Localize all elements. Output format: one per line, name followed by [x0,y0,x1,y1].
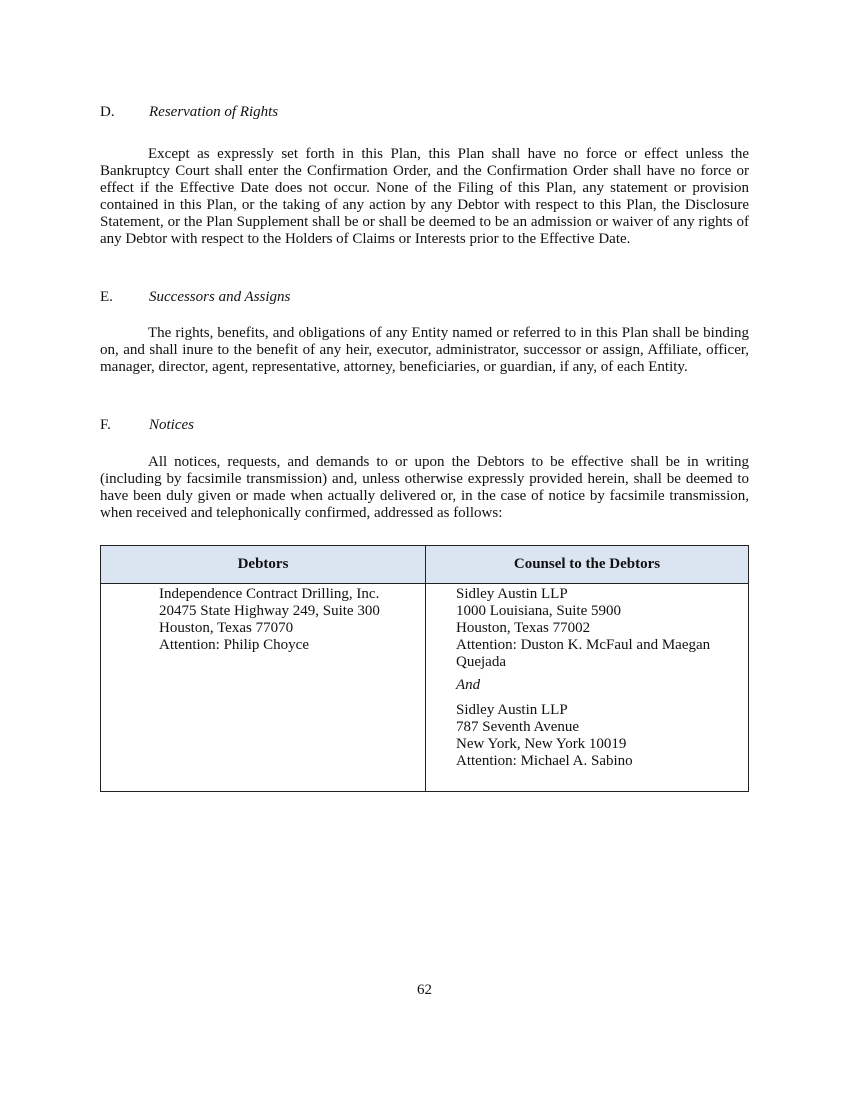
section-title: Successors and Assigns [149,289,291,305]
address-line: 1000 Louisiana, Suite 5900 [456,603,621,619]
section-title: Notices [149,417,194,433]
section-heading-d [100,104,749,121]
section-title: Reservation of Rights [149,104,279,120]
page-number: 62 [417,982,432,998]
address-line: Attention: Michael A. Sabino [456,753,633,769]
address-line: New York, New York 10019 [456,736,627,752]
address-line: Independence Contract Drilling, Inc. [159,586,380,602]
address-line: Attention: Duston K. McFaul and Maegan Quejada [456,637,711,670]
address-line: Attention: Philip Choyce [159,637,309,653]
section-paragraph: All notices, requests, and demands to or upon the Debtors to be effective shall be in writing (including by facsimile transmission) and, unless otherwise expressly provided herein, shall be deemed to have been duly given or made when actually delivered or, in the case of notice by facsimile transmission, when received and telephonically confirmed, addressed as follows: [100,454,749,521]
column-header-debtors: Debtors [101,546,426,584]
section-heading-f [100,417,749,434]
address-line: Sidley Austin LLP [456,702,568,718]
notice-address-table [100,545,749,792]
column-header-counsel: Counsel to the Debtors [426,546,749,584]
debtors-address-cell [101,584,426,792]
section-letter: D. [100,104,115,120]
section-paragraph: The rights, benefits, and obligations of any Entity named or referred to in this Plan shall be binding on, and shall inure to the benefit of any heir, executor, administrator, successor or assign, Affiliate, officer, manager, director, agent, representative, attorney, beneficiaries, or guardian, if any, of each Entity. [100,325,749,375]
and-label: And [456,677,481,693]
counsel-address-cell [426,584,749,792]
address-line: Sidley Austin LLP [456,586,568,602]
address-line: Houston, Texas 77002 [456,620,591,636]
section-letter: E. [100,289,113,305]
section-paragraph: Except as expressly set forth in this Plan, this Plan shall have no force or effect unless the Bankruptcy Court shall enter the Confirmation Order, and the Confirmation Order shall have no force or effect if the Effective Date does not occur. None of the Filing of this Plan, any statement or provision contained in this Plan, or the taking of any action by any Debtor with respect to this Plan, the Disclosure Statement, or the Plan Supplement shall be or shall be deemed to be an admission or waiver of any rights of any Debtor with respect to the Holders of Claims or Interests prior to the Effective Date. [100,146,749,247]
address-line: Houston, Texas 77070 [159,620,294,636]
section-heading-e [100,289,749,306]
section-letter: F. [100,417,111,433]
address-line: 787 Seventh Avenue [456,719,580,735]
address-line: 20475 State Highway 249, Suite 300 [159,603,380,619]
